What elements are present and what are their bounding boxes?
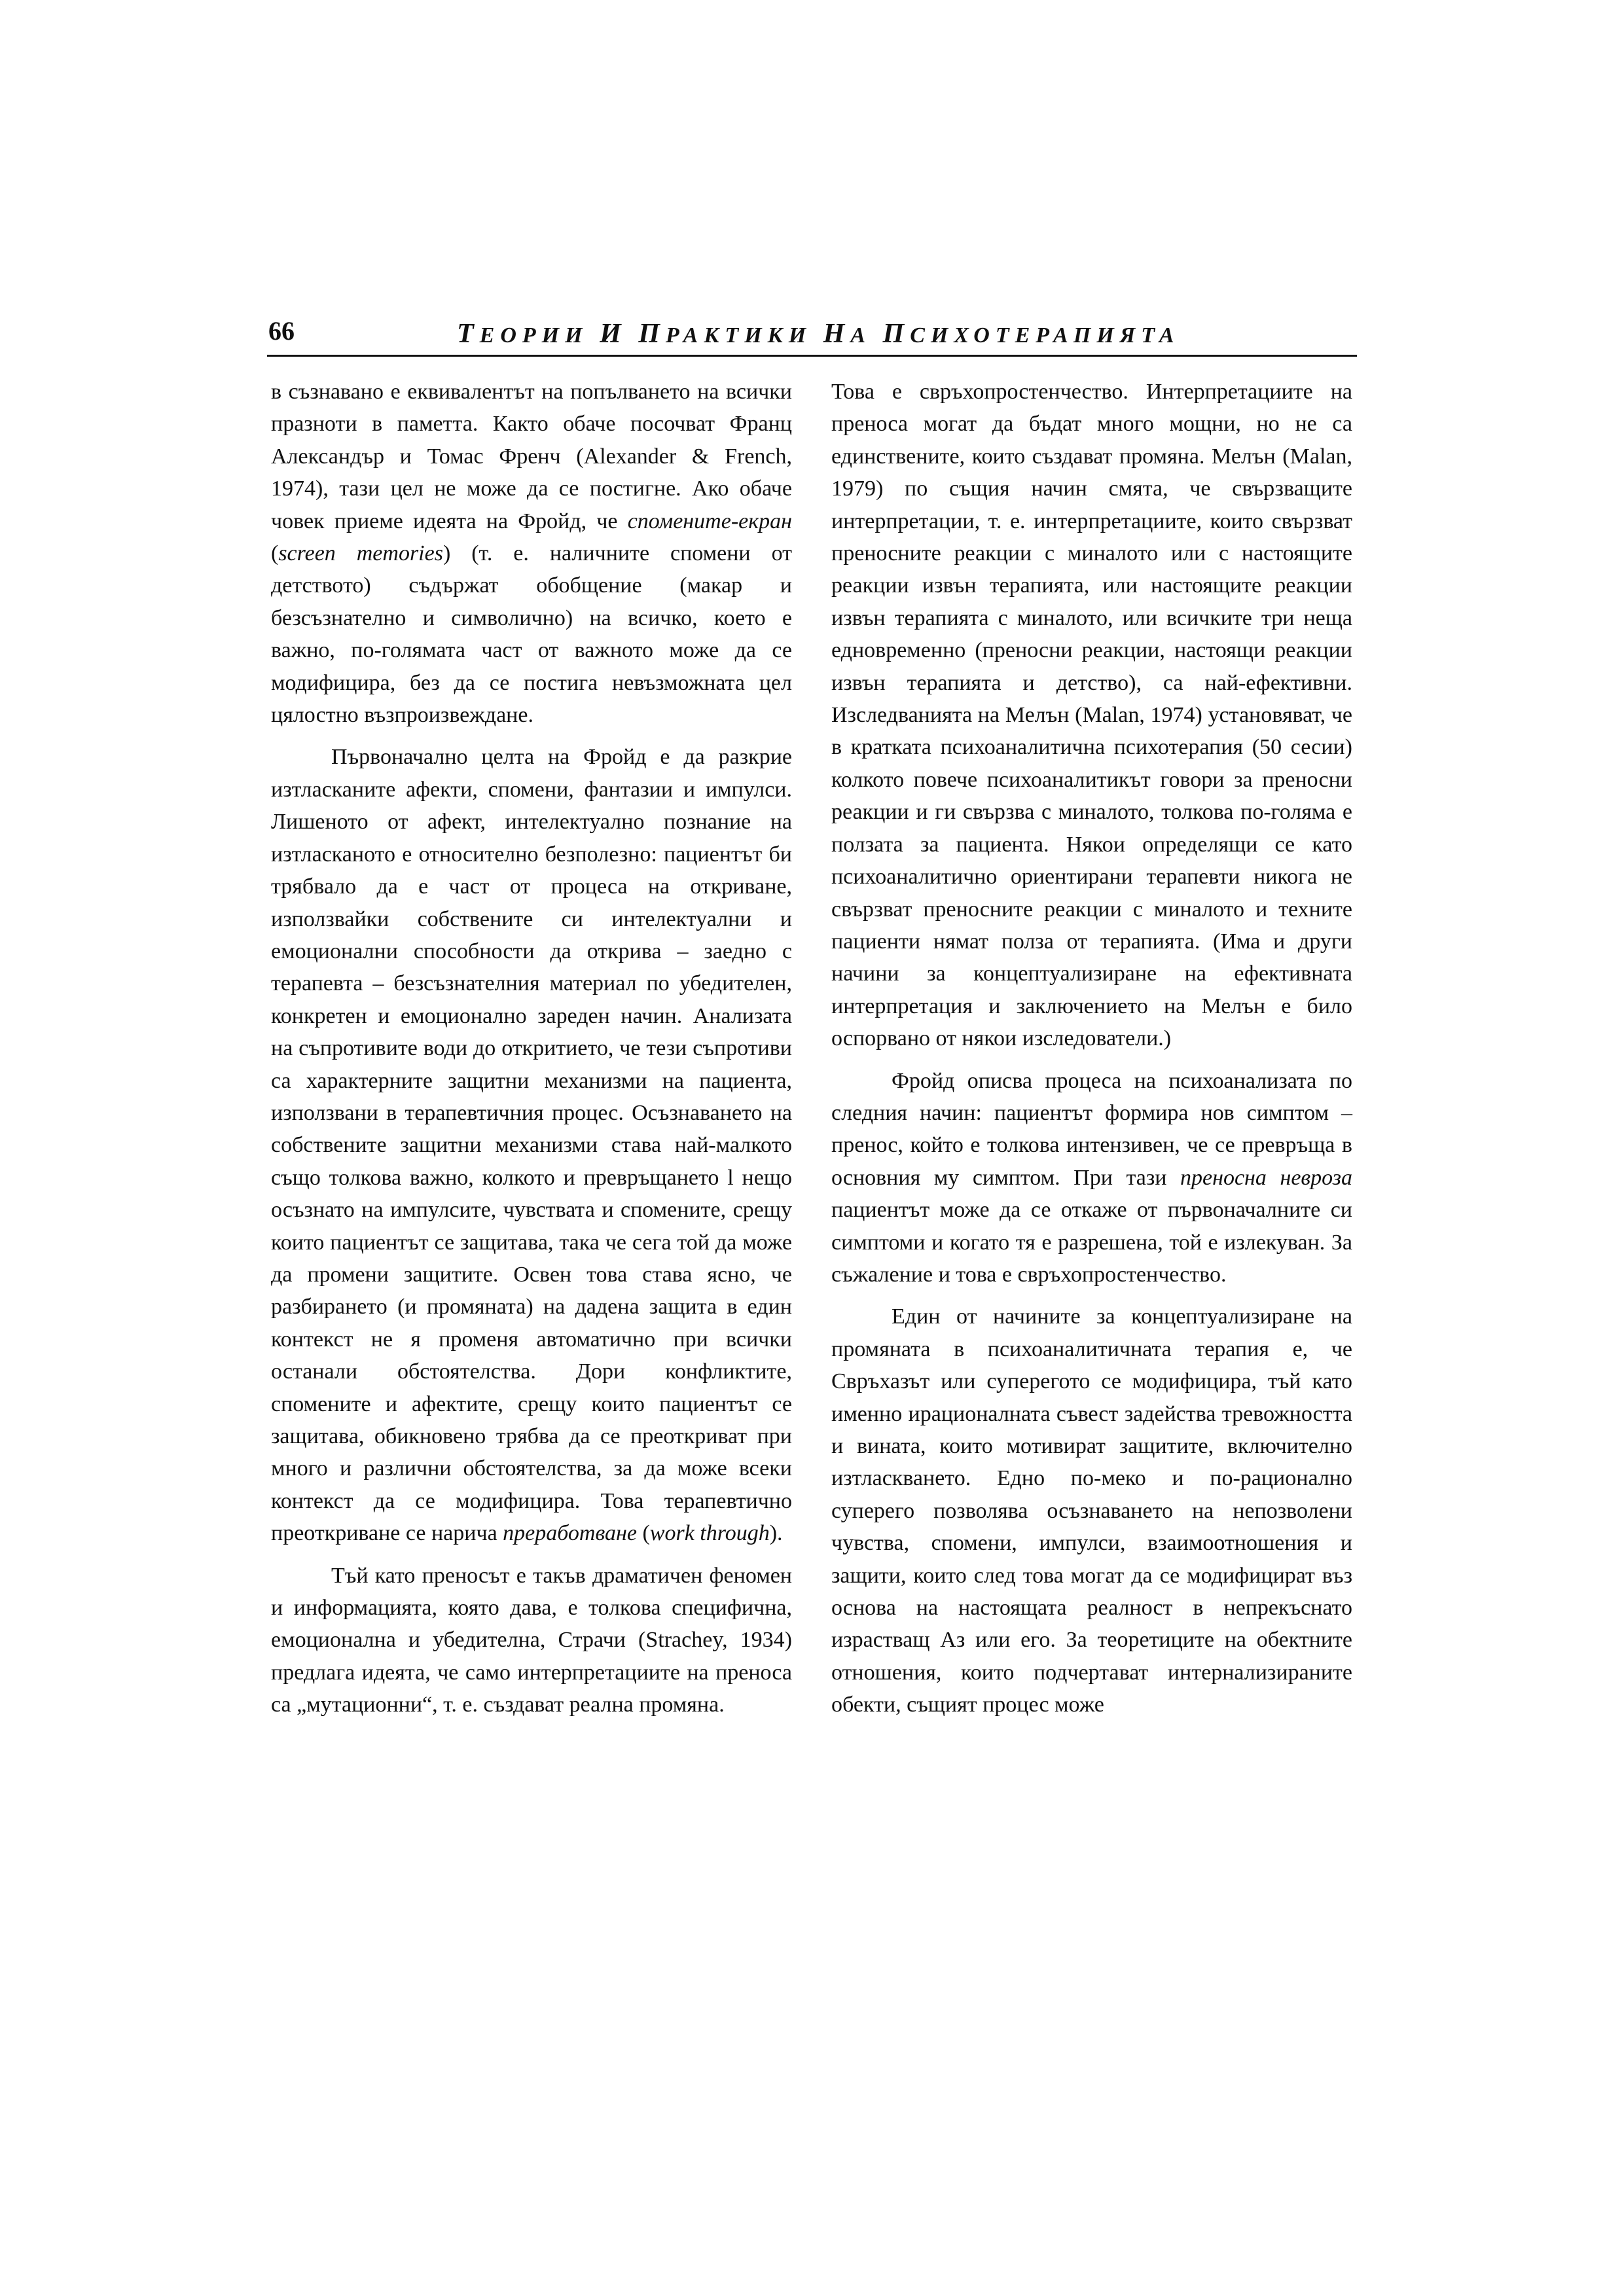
running-header bbox=[267, 314, 1357, 357]
text-run: Фройд описва процеса на психоанализата по следния начин: пациентът формира нов симптом – пренос, който е толкова интензивен, че се превръща в основния му симптом. При тази bbox=[831, 1068, 1352, 1190]
text-run: пациентът може да се откаже от първоначалните си симптоми и когато тя е разрешена, той е излекуван. За съжаление и това е свръхопростенчество. bbox=[831, 1198, 1352, 1287]
text-run: ( bbox=[271, 541, 279, 566]
italic-term-transference-neurosis: преносна невроза bbox=[1180, 1165, 1352, 1190]
left-paragraph-1 bbox=[271, 376, 792, 731]
italic-term-working-through-bg: преработване bbox=[503, 1521, 637, 1546]
italic-term-working-through-en: work through bbox=[649, 1521, 770, 1546]
text-run: ) (т. е. наличните спомени от детството) съдържат обобщение (макар и безсъзнателно и символично) на всичко, което е важно, по-голямата част от важното може да се модифицира, без да се постига невъзможната цел цялостно възпроизвеждане. bbox=[271, 541, 792, 728]
running-title bbox=[457, 318, 1180, 350]
italic-term-screen-memories-en: screen memories bbox=[278, 541, 443, 566]
italic-term-screen-memories-bg: спомените-екран bbox=[627, 509, 792, 533]
text-run: Първоначално целта на Фройд е да разкрие изтласканите афекти, спомени, фантазии и импулси. Лишеното от афект, интелектуално познание на изтласканото е относително безполезно: пациентът би трябвало да е част от процеса на откриване, използвайки собствените си интелектуални и емоционални способности да открива – заедно с терапевта – безсъзнателния материал по убедителен, конкретен и емоционално зареден начин. Анализата на съпротивите води до откритието, че тези съпротиви са характерните защитни механизми на пациента, използвани в терапевтичния процес. Осъзнаването на собствените защитни механизми става най-малкото също толкова важно, колкото и превръщането l нещо осъзнато на импулсите, чувствата и спомените, срещу които пациентът се защитава, така че сега той да може да промени защитите. Освен това става ясно, че разбирането (и промяната) на дадена защита в един контекст не я променя автоматично при всички останали обстоятелства. Дори конфликтите, спомените и афектите, срещу които пациентът се защитава, обикновено трябва да се преоткриват при много и различни обстоятелства, за да може всеки контекст да се модифицира. Това терапевтично преоткриване се нарича bbox=[271, 745, 792, 1546]
running-title-text: ТЕОРИИ И ПРАКТИКИ НА ПСИХОТЕРАПИЯТА bbox=[457, 319, 1180, 349]
text-run: ( bbox=[636, 1521, 650, 1546]
text-run: Един от начините за концептуализиране на промяната в психоаналитичната терапия е, че Свръхазът или суперегото се модифицира, тъй като именно ирационалната съвест задейства тревожността и вината, които мотивират защитите, включително изтласкването. Едно по-меко и по-рационално суперего позволява осъзнаването на непозволени чувства, спомени, импулси, взаимоотношения и защити, които след това могат да се модифицират въз основа на настоящата реалност в непрекъснато израстващ Аз или его. За теоретиците на обектните отношения, които подчертават интернализираните обекти, същият процес може bbox=[831, 1304, 1352, 1717]
text-run: ). bbox=[769, 1521, 783, 1546]
text-run: в съзнавано е еквивалентът на попълването на всички празноти в паметта. Както обаче посочват Франц Александър и Томас Френч (Alexander & French, 1974), тази цел не може да се постигне. Ако обаче човек приеме идеята на Фройд, че bbox=[271, 380, 792, 533]
right-paragraph-3 bbox=[831, 1300, 1352, 1721]
page-number: 66 bbox=[268, 316, 295, 346]
text-run: Това е свръхопростенчество. Интерпретациите на преноса могат да бъдат много мощни, но не са единствените, които създават промяна. Мелън (Malan, 1979) по същия начин смята, че свързващите интерпретации, т. е. интерпретациите, които свързват преносните реакции с миналото или с настоящите реакции извън терапията, или настоящите реакции извън терапията с миналото, или всичките три неща едновременно (преносни реакции, настоящи реакции извън терапията и детство), са най-ефективни. Изследванията на Мелън (Malan, 1974) установяват, че в кратката психоаналитична психотерапия (50 сесии) колкото повече психоаналитикът говори за преносни реакции и ги свързва с миналото, толкова по-голяма е ползата за пациента. Някои определящи се като психоаналитично ориентирани терапевти никога не свързват преносните реакции с миналото и техните пациенти нямат полза от терапията. (Има и други начини за концептуализиране на ефективната интерпретация и заключението на Мелън е било оспорвано от някои изследователи.) bbox=[831, 380, 1352, 1051]
right-column bbox=[831, 376, 1352, 1721]
left-paragraph-3 bbox=[271, 1560, 792, 1721]
right-paragraph-1 bbox=[831, 376, 1352, 1055]
text-run: Тъй като преносът е такъв драматичен феномен и информацията, която дава, е толкова специфична, емоционална и убедителна, Страчи (Strachey, 1934) предлага идеята, че само интерпретациите на преноса са „мутационни“, т. е. създават реална промяна. bbox=[271, 1563, 792, 1717]
right-paragraph-2 bbox=[831, 1065, 1352, 1291]
left-column bbox=[271, 376, 792, 1721]
left-paragraph-2 bbox=[271, 741, 792, 1549]
